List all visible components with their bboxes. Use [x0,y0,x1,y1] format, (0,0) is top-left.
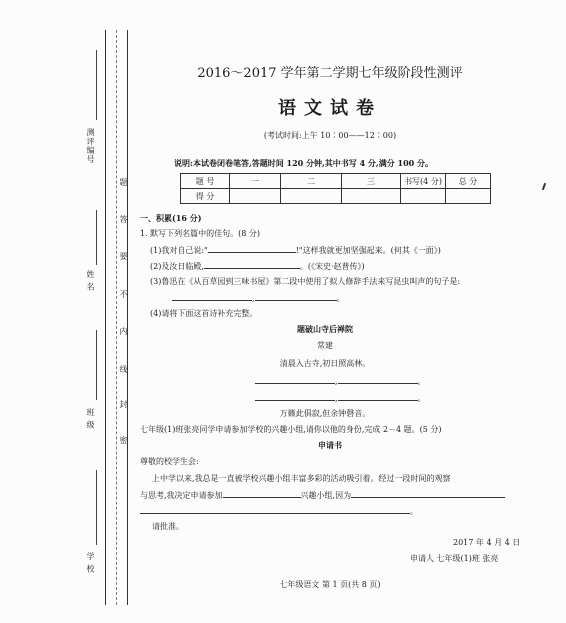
page-footer: 七年级语文 第 1 页(共 8 页) [279,580,381,589]
answer-blank[interactable] [338,375,418,384]
seal-char: 不 [119,290,128,299]
application-signature: 申请人 七年级(1)班 张亮 [410,554,499,563]
answer-blank[interactable] [351,489,505,498]
side-blank-class [96,330,97,400]
side-label-id: 测评编号 [86,128,95,164]
question-1-3-answer: , 。 [172,292,345,304]
table-cell: 得 分 [181,189,230,204]
answer-blank[interactable] [172,292,252,301]
exam-title: 2016～2017 学年第二学期七年级阶段性测评 [197,66,463,81]
binding-line-inner [127,30,128,605]
score-input-cell[interactable] [281,189,342,204]
side-blank-school [96,470,97,545]
score-input-cell[interactable] [401,189,446,204]
score-input-cell[interactable] [342,189,401,204]
side-label-school: 学 校 [86,552,95,574]
question-1-4: (4)请将下面这首诗补充完整。 [150,309,258,318]
answer-blank[interactable] [255,392,335,401]
question-1: 1. 默写下列名篇中的佳句。(8 分) [140,229,261,238]
answer-blank[interactable] [140,505,410,514]
question-1-1: (1)我对自己说:" !"这样我就更加坚强起来。(何其《一面》) [150,246,441,255]
subject-title: 语文试卷 [278,98,382,119]
application-date: 2017 年 4 月 4 日 [453,538,521,547]
seal-char: 答 [119,215,128,224]
question-1-2: (2)及汝日临殿, 。(《宋史·赵普传》) [150,262,365,271]
application-body-3: 。 [140,505,418,517]
table-cell: 三 [342,174,401,189]
score-input-cell[interactable] [230,189,281,204]
application-body-2: 与思考,我决定申请参加 兴趣小组,因为 [140,489,505,501]
seal-char: 要 [119,252,128,261]
answer-blank[interactable] [255,292,337,301]
answer-blank[interactable] [338,392,418,401]
application-body-1: 上中学以来,我总是一直被学校兴趣小组丰富多彩的活动吸引着。经过一段时间的观察 [152,474,451,483]
application-closing: 请批准。 [152,522,184,531]
poem-line-2: , 。 [255,375,426,387]
table-cell: 题 号 [181,174,230,189]
answer-blank[interactable] [204,260,300,269]
table-cell: 二 [281,174,342,189]
exam-instructions: 说明:本试卷闭卷笔答,答题时间 120 分钟,其中书写 4 分,满分 100 分。 [174,158,433,168]
answer-blank[interactable] [255,375,335,384]
question-1-3: (3)鲁迅在《从百草园到三味书屋》第二段中使用了拟人修辞手法来写昆虫叫声的句子是: [150,277,461,286]
score-table [180,173,491,204]
binding-line-dashed [116,30,117,605]
application-intro: 七年级(1)班张亮同学申请参加学校的兴趣小组,请你以他的身份,完成 2－4 题。(5 分) [140,425,442,434]
seal-char: 密 [119,436,128,445]
answer-blank[interactable] [223,489,301,498]
table-row [181,174,491,189]
poem-line-1: 清晨入古寺,初日照高林。 [279,359,371,368]
poem-line-3: , 。 [255,392,426,404]
exam-time: (考试时间:上午 10∶00——12∶00) [263,131,397,140]
table-cell: 总 分 [446,174,491,189]
table-cell: 一 [230,174,281,189]
application-salutation: 尊敬的校学生会: [140,457,199,466]
stray-mark [542,183,546,190]
table-row [181,189,491,204]
poem-author: 常建 [317,341,333,350]
seal-char: 线 [119,365,128,374]
seal-char: 题 [119,178,128,187]
side-label-name: 姓 名 [86,270,95,292]
section-heading: 一、积累(16 分) [140,213,202,223]
binding-line-outer [105,30,106,605]
seal-char: 内 [119,327,128,336]
side-blank-id [96,50,97,120]
score-input-cell[interactable] [446,189,491,204]
seal-char: 封 [119,400,128,409]
poem-line-4: 万籁此俱寂,但余钟磬音。 [279,409,371,418]
answer-blank[interactable] [208,244,296,253]
poem-title: 题破山寺后禅院 [297,324,353,334]
table-cell: 书写(4 分) [401,174,446,189]
side-label-class: 班 级 [86,408,95,430]
application-title: 申请书 [318,440,342,450]
side-blank-name [96,210,97,265]
